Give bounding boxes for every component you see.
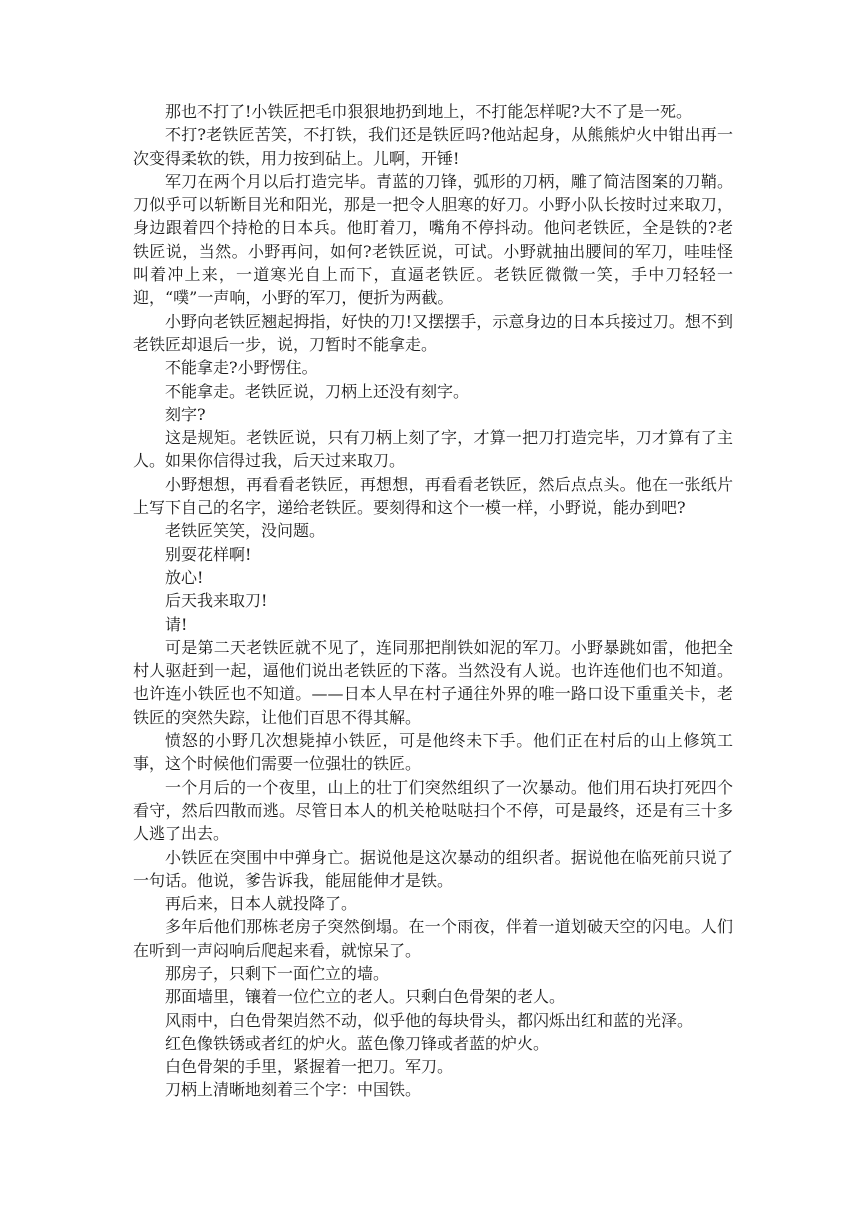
paragraph-21: 那房子，只剩下一面伫立的墙。	[165, 963, 390, 983]
paragraph-24: 红色像铁锈或者红的炉火。蓝色像刀锋或者蓝的炉火。	[165, 1033, 550, 1053]
paragraph-3: 军刀在两个月以后打造完毕。青蓝的刀锋，弧形的刀柄，雕了简洁图案的刀鞘。刀似乎可以斩断目光和阳光，那是一把令人胆寒的好刀。小野小队长按时过来取刀，身边跟着四个持枪的日本兵。他盯着刀，嘴角不停抖动。他问老铁匠，全是铁的?老铁匠说，当然。小野再问，如何?老铁匠说，可试。小野就抽出腰间的军刀，哇哇怪叫着冲上来，一道寒光自上而下，直逼老铁匠。老铁匠微微一笑，手中刀轻轻一迎，“噗”一声响，小野的军刀，便折为两截。	[133, 171, 733, 308]
paragraph-10: 老铁匠笑笑，没问题。	[165, 521, 326, 541]
paragraph-26: 刀柄上清晰地刻着三个字：中国铁。	[165, 1080, 422, 1100]
paragraph-5: 不能拿走?小野愣住。	[165, 358, 318, 378]
paragraph-2: 不打?老铁匠苦笑，不打铁，我们还是铁匠吗?他站起身，从熊熊炉火中钳出再一次变得柔软的铁，用力按到砧上。儿啊，开锤!	[133, 125, 733, 168]
paragraph-9: 小野想想，再看看老铁匠，再想想，再看看老铁匠，然后点点头。他在一张纸片上写下自己的名字，递给老铁匠。要刻得和这个一模一样，小野说，能办到吧?	[133, 474, 733, 518]
document-page	[133, 100, 733, 1102]
paragraph-19: 再后来，日本人就投降了。	[165, 894, 358, 914]
paragraph-18: 小铁匠在突围中中弹身亡。据说他是这次暴动的组织者。据说他在临死前只说了一句话。他说，爹告诉我，能屈能伸才是铁。	[133, 847, 733, 890]
paragraph-4: 小野向老铁匠翘起拇指，好快的刀!又摆摆手，示意身边的日本兵接过刀。想不到老铁匠却退后一步，说，刀暂时不能拿走。	[133, 311, 733, 354]
paragraph-16: 愤怒的小野几次想毙掉小铁匠，可是他终未下手。他们正在村后的山上修筑工事，这个时候他们需要一位强壮的铁匠。	[133, 731, 733, 774]
paragraph-12: 放心!	[165, 567, 204, 587]
paragraph-13: 后天我来取刀!	[165, 591, 268, 611]
paragraph-23: 风雨中，白色骨架岿然不动，似乎他的每块骨头，都闪烁出红和蓝的光泽。	[165, 1010, 694, 1030]
paragraph-17: 一个月后的一个夜里，山上的壮丁们突然组织了一次暴动。他们用石块打死四个看守，然后四散而逃。尽管日本人的机关枪哒哒扫个不停，可是最终，还是有三十多人逃了出去。	[133, 777, 733, 844]
paragraph-25: 白色骨架的手里，紧握着一把刀。军刀。	[165, 1057, 454, 1077]
paragraph-20: 多年后他们那栋老房子突然倒塌。在一个雨夜，伴着一道划破天空的闪电。人们在听到一声闷响后爬起来看，就惊呆了。	[133, 917, 733, 960]
paragraph-6: 不能拿走。老铁匠说，刀柄上还没有刻字。	[165, 381, 470, 401]
paragraph-22: 那面墙里，镶着一位伫立的老人。只剩白色骨架的老人。	[165, 987, 566, 1007]
paragraph-1: 那也不打了!小铁匠把毛巾狠狠地扔到地上，不打能怎样呢?大不了是一死。	[165, 102, 693, 121]
paragraph-7: 刻字?	[165, 404, 206, 424]
paragraph-11: 别耍花样啊!	[165, 544, 252, 564]
paragraph-15: 可是第二天老铁匠就不见了，连同那把削铁如泥的军刀。小野暴跳如雷，他把全村人驱赶到一起，逼他们说出老铁匠的下落。当然没有人说。也许连他们也不知道。也许连小铁匠也不知道。——日本人早在村子通往外界的唯一路口设下重重关卡，老铁匠的突然失踪，让他们百思不得其解。	[133, 637, 733, 727]
paragraph-14: 请!	[165, 614, 188, 634]
paragraph-8: 这是规矩。老铁匠说，只有刀柄上刻了字，才算一把刀打造完毕，刀才算有了主人。如果你信得过我，后天过来取刀。	[133, 428, 733, 471]
